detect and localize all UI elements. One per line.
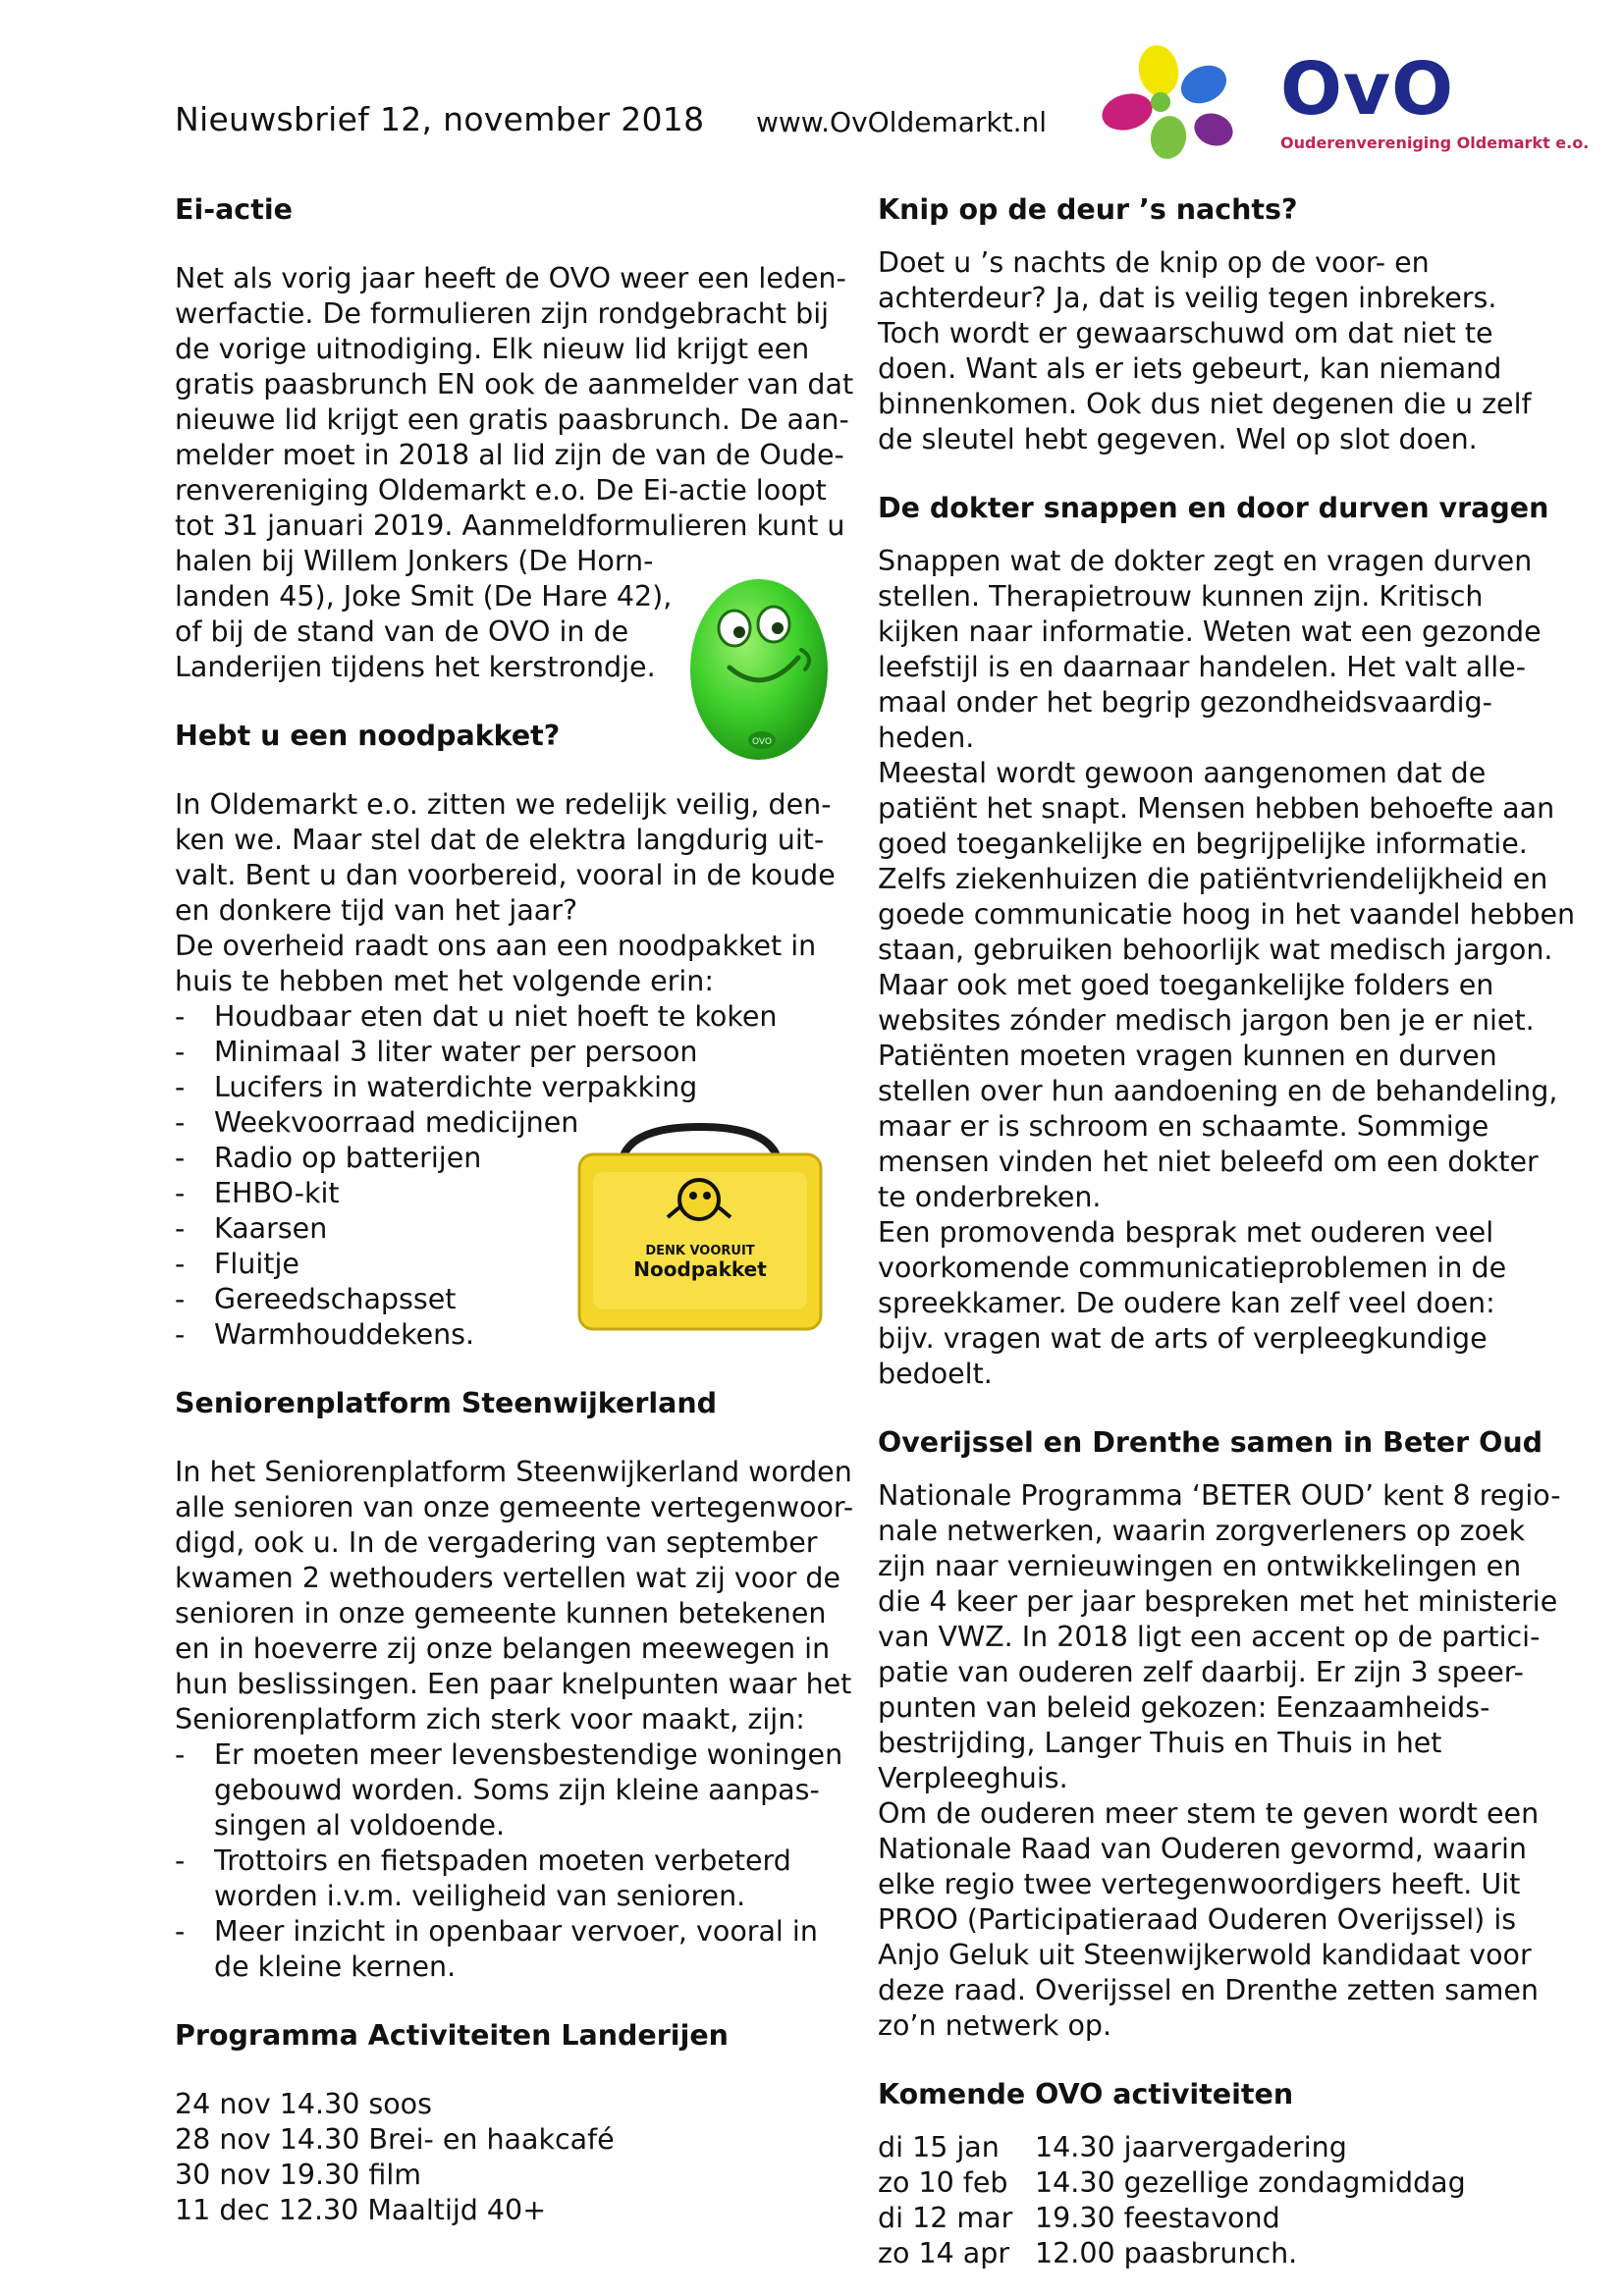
paragraph-line: zijn naar vernieuwingen en ontwikkelingen en	[878, 1550, 1522, 1582]
paragraph-line: heden.	[878, 721, 975, 754]
paragraph-line: binnenkomen. Ook dus niet degenen die u zelf	[878, 388, 1532, 420]
section-knip	[878, 192, 1565, 457]
noodpakket-bag-image	[573, 1119, 827, 1335]
paragraph-line: Toch wordt er gewaarschuwd om dat niet te	[878, 317, 1493, 349]
paragraph-line: Zelfs ziekenhuizen die patiëntvriendelijkheid en	[878, 863, 1548, 895]
paragraph-line: In het Seniorenplatform Steenwijkerland worden	[175, 1456, 852, 1488]
paragraph-line: maar er is schroom en schaamte. Sommige	[878, 1110, 1489, 1143]
paragraph-line: gratis paasbrunch EN ook de aanmelder van dat	[175, 368, 854, 400]
schedule-row: 11 dec 12.30 Maaltijd 40+	[175, 2194, 547, 2226]
list-item: - EHBO-kit	[175, 1177, 340, 1209]
paragraph-line: Net als vorig jaar heeft de OVO weer een leden-	[175, 262, 846, 294]
list-item-continuation: singen al voldoende.	[214, 1809, 506, 1842]
paragraph-line: staan, gebruiken behoorlijk wat medisch jargon.	[878, 934, 1553, 966]
list-item-continuation: gebouwd worden. Soms zijn kleine aanpas-	[214, 1774, 820, 1806]
section-beter-oud	[878, 1425, 1565, 2044]
bag-label-large: Noodpakket	[633, 1257, 767, 1281]
paragraph-line: nale netwerken, waarin zorgverleners op zoek	[878, 1515, 1526, 1547]
paragraph-line: patiënt het snapt. Mensen hebben behoefte aan	[878, 792, 1555, 825]
paragraph-line: nieuwe lid krijgt een gratis paasbrunch. De aan-	[175, 403, 849, 436]
paragraph-line: Maar ook met goed toegankelijke folders en	[878, 969, 1494, 1001]
paragraph-line: Verpleeghuis.	[878, 1762, 1068, 1794]
schedule-row: 30 nov 19.30 film	[175, 2159, 422, 2191]
section-seniorenplatform	[175, 1386, 862, 1985]
paragraph-line: ken we. Maar stel dat de elektra langdurig uit-	[175, 824, 825, 856]
right-column	[878, 192, 1576, 2271]
paragraph-line: leefstijl is en daarnaar handelen. Het valt alle-	[878, 651, 1526, 683]
list-item: - Minimaal 3 liter water per persoon	[175, 1036, 698, 1068]
paragraph-line: bedoelt.	[878, 1358, 993, 1390]
section-heading: Knip op de deur ’s nachts?	[878, 193, 1298, 226]
paragraph-line: spreekkamer. De oudere kan zelf veel doen:	[878, 1287, 1495, 1319]
paragraph-line: die 4 keer per jaar bespreken met het ministerie	[878, 1585, 1558, 1618]
paragraph-line: zo’n netwerk op.	[878, 2009, 1112, 2042]
paragraph-line: van VWZ. In 2018 ligt een accent op de partici-	[878, 1621, 1541, 1653]
paragraph-line: hun beslissingen. Een paar knelpunten waar het	[175, 1668, 852, 1700]
list-item: - Gereedschapsset	[175, 1283, 457, 1315]
ovo-logo	[1098, 39, 1590, 167]
list-item-continuation: de kleine kernen.	[214, 1950, 457, 1983]
section-heading: Seniorenplatform Steenwijkerland	[175, 1387, 718, 1419]
logo-subtitle: Ouderenvereniging Oldemarkt e.o.	[1280, 133, 1590, 152]
paragraph-line: In Oldemarkt e.o. zitten we redelijk veilig, den-	[175, 788, 832, 821]
paragraph-line: elke regio twee vertegenwoordigers heeft. Uit	[878, 1868, 1521, 1900]
paragraph-line: de vorige uitnodiging. Elk nieuw lid krijgt een	[175, 333, 810, 365]
paragraph-line: mensen vinden het niet beleefd om een dokter	[878, 1146, 1539, 1178]
list-item: - Trottoirs en fietspaden moeten verbeterd	[175, 1844, 791, 1877]
section-heading: Komende OVO activiteiten	[878, 2078, 1294, 2110]
green-egg-mascot-image	[685, 560, 833, 766]
section-programma	[175, 2018, 862, 2228]
website-url[interactable]: www.OvOldemarkt.nl	[756, 106, 1048, 138]
paragraph-line: bijv. vragen wat de arts of verpleegkundige	[878, 1322, 1488, 1355]
paragraph-line: melder moet in 2018 al lid zijn de van de Oude-	[175, 439, 844, 471]
paragraph-line: Nationale Raad van Ouderen gevormd, waarin	[878, 1833, 1527, 1865]
paragraph-line: Seniorenplatform zich sterk voor maakt, zijn:	[175, 1703, 805, 1735]
paragraph-line: renvereniging Oldemarkt e.o. De Ei-actie loopt	[175, 474, 827, 507]
paragraph-line: Meestal wordt gewoon aangenomen dat de	[878, 757, 1487, 789]
list-item: - Lucifers in waterdichte verpakking	[175, 1071, 698, 1103]
paragraph-line: digd, ook u. In de vergadering van september	[175, 1526, 818, 1559]
egg-label: OVO	[751, 737, 773, 747]
schedule-row: 28 nov 14.30 Brei- en haakcafé	[175, 2123, 615, 2156]
paragraph-line: kijken naar informatie. Weten wat een gezonde	[878, 615, 1542, 648]
section-heading: Programma Activiteiten Landerijen	[175, 2019, 729, 2052]
paragraph-line: stellen. Therapietrouw kunnen zijn. Kritisch	[878, 580, 1484, 613]
list-item: - Fluitje	[175, 1248, 299, 1280]
section-dokter	[878, 491, 1576, 1392]
list-item: - Er moeten meer levensbestendige woningen	[175, 1738, 843, 1771]
section-heading: De dokter snappen en door durven vragen	[878, 492, 1549, 524]
paragraph-line: punten van beleid gekozen: Eenzaamheids-	[878, 1691, 1490, 1724]
section-heading: Ei-actie	[175, 193, 293, 226]
paragraph-line: Nationale Programma ‘BETER OUD’ kent 8 regio-	[878, 1479, 1561, 1512]
schedule-row: di 15 jan 14.30 jaarvergadering	[878, 2131, 1347, 2163]
paragraph-line: maal onder het begrip gezondheidsvaardig-	[878, 686, 1492, 719]
paragraph-line: tot 31 januari 2019. Aanmeldformulieren kunt u	[175, 509, 845, 542]
section-heading: Hebt u een noodpakket?	[175, 720, 561, 752]
paragraph-line: Om de ouderen meer stem te geven wordt een	[878, 1797, 1540, 1830]
paragraph-line: stellen over hun aandoening en de behandeling,	[878, 1075, 1558, 1107]
paragraph-line: kwamen 2 wethouders vertellen wat zij voor de	[175, 1562, 841, 1594]
paragraph-line: halen bij Willem Jonkers (De Horn-	[175, 545, 654, 577]
paragraph-line: bestrijding, Langer Thuis en Thuis in het	[878, 1727, 1442, 1759]
paragraph-line: websites zónder medisch jargon ben je er niet.	[878, 1004, 1535, 1037]
paragraph-line: alle senioren van onze gemeente vertegenwoor-	[175, 1491, 854, 1523]
paragraph-line: en in hoeverre zij onze belangen meewegen in	[175, 1632, 831, 1665]
paragraph-line: Patiënten moeten vragen kunnen en durven	[878, 1040, 1497, 1072]
paragraph-line: goede communicatie hoog in het vaandel hebben	[878, 898, 1576, 931]
list-item: - Weekvoorraad medicijnen	[175, 1106, 579, 1139]
paragraph-line: voorkomende communicatieproblemen in de	[878, 1252, 1507, 1284]
list-item-continuation: worden i.v.m. veiligheid van senioren.	[214, 1880, 746, 1912]
schedule-row: zo 10 feb 14.30 gezellige zondagmiddag	[878, 2166, 1466, 2199]
section-heading: Overijssel en Drenthe samen in Beter Oud	[878, 1426, 1543, 1459]
schedule-row: 24 nov 14.30 soos	[175, 2088, 432, 2120]
paragraph-line: goed toegankelijke en begrijpelijke informatie.	[878, 828, 1528, 860]
schedule-row: zo 14 apr 12.00 paasbrunch.	[878, 2237, 1298, 2269]
paragraph-line: valt. Bent u dan voorbereid, vooral in de koude	[175, 859, 836, 891]
paragraph-line: Snappen wat de dokter zegt en vragen durven	[878, 545, 1533, 577]
list-item: - Kaarsen	[175, 1212, 328, 1245]
paragraph-line: te onderbreken.	[878, 1181, 1102, 1213]
paragraph-line: De overheid raadt ons aan een noodpakket in	[175, 930, 817, 962]
paragraph-line: en donkere tijd van het jaar?	[175, 894, 578, 927]
list-item: - Houdbaar eten dat u niet hoeft te koken	[175, 1000, 778, 1033]
paragraph-line: Landerijen tijdens het kerstrondje.	[175, 651, 656, 683]
paragraph-line: de sleutel hebt gegeven. Wel op slot doen.	[878, 423, 1478, 455]
paragraph-line: Anjo Geluk uit Steenwijkerwold kandidaat voor	[878, 1939, 1532, 1971]
flower-logo-icon	[1098, 39, 1235, 167]
list-item: - Warmhouddekens.	[175, 1318, 475, 1351]
logo-name: OvO	[1280, 47, 1455, 132]
list-item: - Radio op batterijen	[175, 1142, 482, 1174]
paragraph-line: huis te hebben met het volgende erin:	[175, 965, 714, 997]
paragraph-line: Doet u ’s nachts de knip op de voor- en	[878, 246, 1430, 279]
paragraph-line: deze raad. Overijssel en Drenthe zetten samen	[878, 1974, 1539, 2006]
schedule-row: di 12 mar 19.30 feestavond	[878, 2202, 1280, 2234]
paragraph-line: PROO (Participatieraad Ouderen Overijssel) is	[878, 1903, 1517, 1936]
paragraph-line: doen. Want als er iets gebeurt, kan niemand	[878, 352, 1502, 385]
section-komende-activiteiten	[878, 2077, 1565, 2271]
paragraph-line: werfactie. De formulieren zijn rondgebracht bij	[175, 297, 830, 330]
newsletter-title: Nieuwsbrief 12, november 2018	[175, 100, 705, 138]
bag-label-small: DENK VOORUIT	[645, 1244, 755, 1258]
list-item: - Meer inzicht in openbaar vervoer, vooral in	[175, 1915, 818, 1948]
paragraph-line: landen 45), Joke Smit (De Hare 42),	[175, 580, 673, 613]
paragraph-line: achterdeur? Ja, dat is veilig tegen inbrekers.	[878, 282, 1497, 314]
paragraph-line: of bij de stand van de OVO in de	[175, 615, 629, 648]
paragraph-line: senioren in onze gemeente kunnen betekenen	[175, 1597, 827, 1629]
paragraph-line: Een promovenda besprak met ouderen veel	[878, 1216, 1494, 1249]
paragraph-line: patie van ouderen zelf daarbij. Er zijn 3 speer-	[878, 1656, 1524, 1688]
